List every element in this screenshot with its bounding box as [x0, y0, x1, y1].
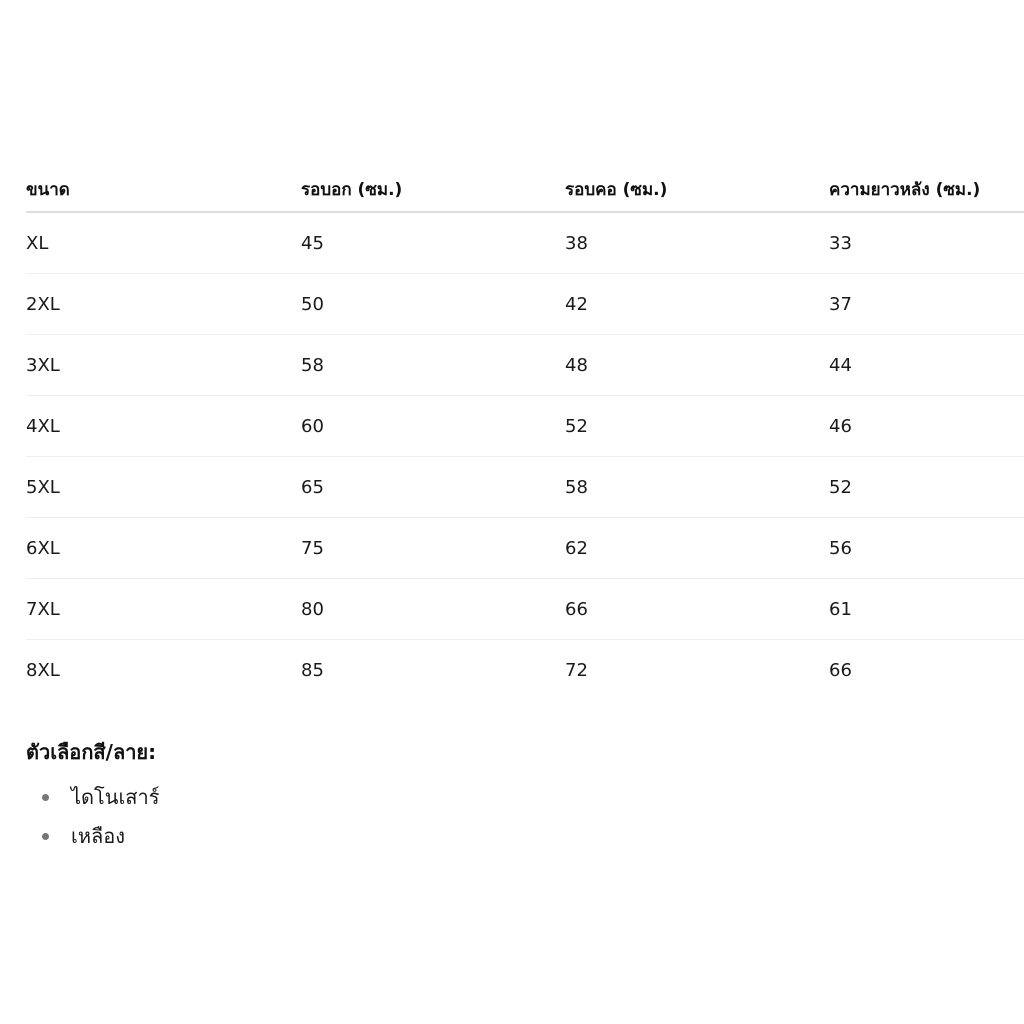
table-row: [26, 212, 1024, 274]
cell-chest: 65: [301, 457, 565, 518]
cell-back-length: 37: [829, 274, 1024, 335]
cell-neck: 52: [565, 396, 829, 457]
cell-chest: 60: [301, 396, 565, 457]
cell-neck: 66: [565, 579, 829, 640]
cell-size: 5XL: [26, 457, 301, 518]
table-row: [26, 396, 1024, 457]
size-chart-table: [26, 168, 1024, 700]
table-row: [26, 579, 1024, 640]
header-neck: รอบคอ (ซม.): [565, 168, 829, 212]
cell-size: 6XL: [26, 518, 301, 579]
cell-size: XL: [26, 212, 301, 274]
cell-chest: 50: [301, 274, 565, 335]
cell-neck: 62: [565, 518, 829, 579]
cell-chest: 45: [301, 212, 565, 274]
bullet-dot-icon: [42, 794, 49, 801]
cell-neck: 48: [565, 335, 829, 396]
cell-back-length: 52: [829, 457, 1024, 518]
table-row: [26, 518, 1024, 579]
cell-back-length: 56: [829, 518, 1024, 579]
cell-back-length: 33: [829, 212, 1024, 274]
cell-back-length: 44: [829, 335, 1024, 396]
cell-size: 7XL: [26, 579, 301, 640]
list-item-label: เหลือง: [71, 824, 126, 848]
table-header-row: [26, 168, 1024, 212]
cell-neck: 42: [565, 274, 829, 335]
cell-chest: 85: [301, 659, 324, 681]
cell-size: 8XL: [26, 659, 60, 681]
cell-neck: 38: [565, 212, 829, 274]
cell-size: 2XL: [26, 274, 301, 335]
color-options-list: [26, 780, 159, 858]
table-row: [26, 335, 1024, 396]
cell-back-length: 46: [829, 396, 1024, 457]
header-back-length: ความยาวหลัง (ซม.): [829, 168, 1024, 212]
cell-chest: 75: [301, 518, 565, 579]
cell-back-length: 66: [829, 659, 852, 681]
cell-size: 4XL: [26, 396, 301, 457]
cell-chest: 58: [301, 335, 565, 396]
header-chest: รอบอก (ซม.): [301, 168, 565, 212]
table-row: [26, 457, 1024, 518]
cell-back-length: 61: [829, 579, 1024, 640]
cell-size: 3XL: [26, 335, 301, 396]
list-item: [26, 780, 159, 819]
list-item-label: ไดโนเสาร์: [71, 785, 160, 809]
table-row: [26, 640, 1024, 701]
color-options-heading: ตัวเลือกสี/ลาย:: [26, 740, 157, 764]
cell-neck: 58: [565, 457, 829, 518]
bullet-dot-icon: [42, 833, 49, 840]
table-row: [26, 274, 1024, 335]
cell-neck: 72: [565, 659, 588, 681]
header-size: ขนาด: [26, 168, 301, 212]
cell-chest: 80: [301, 579, 565, 640]
list-item: [26, 819, 159, 858]
